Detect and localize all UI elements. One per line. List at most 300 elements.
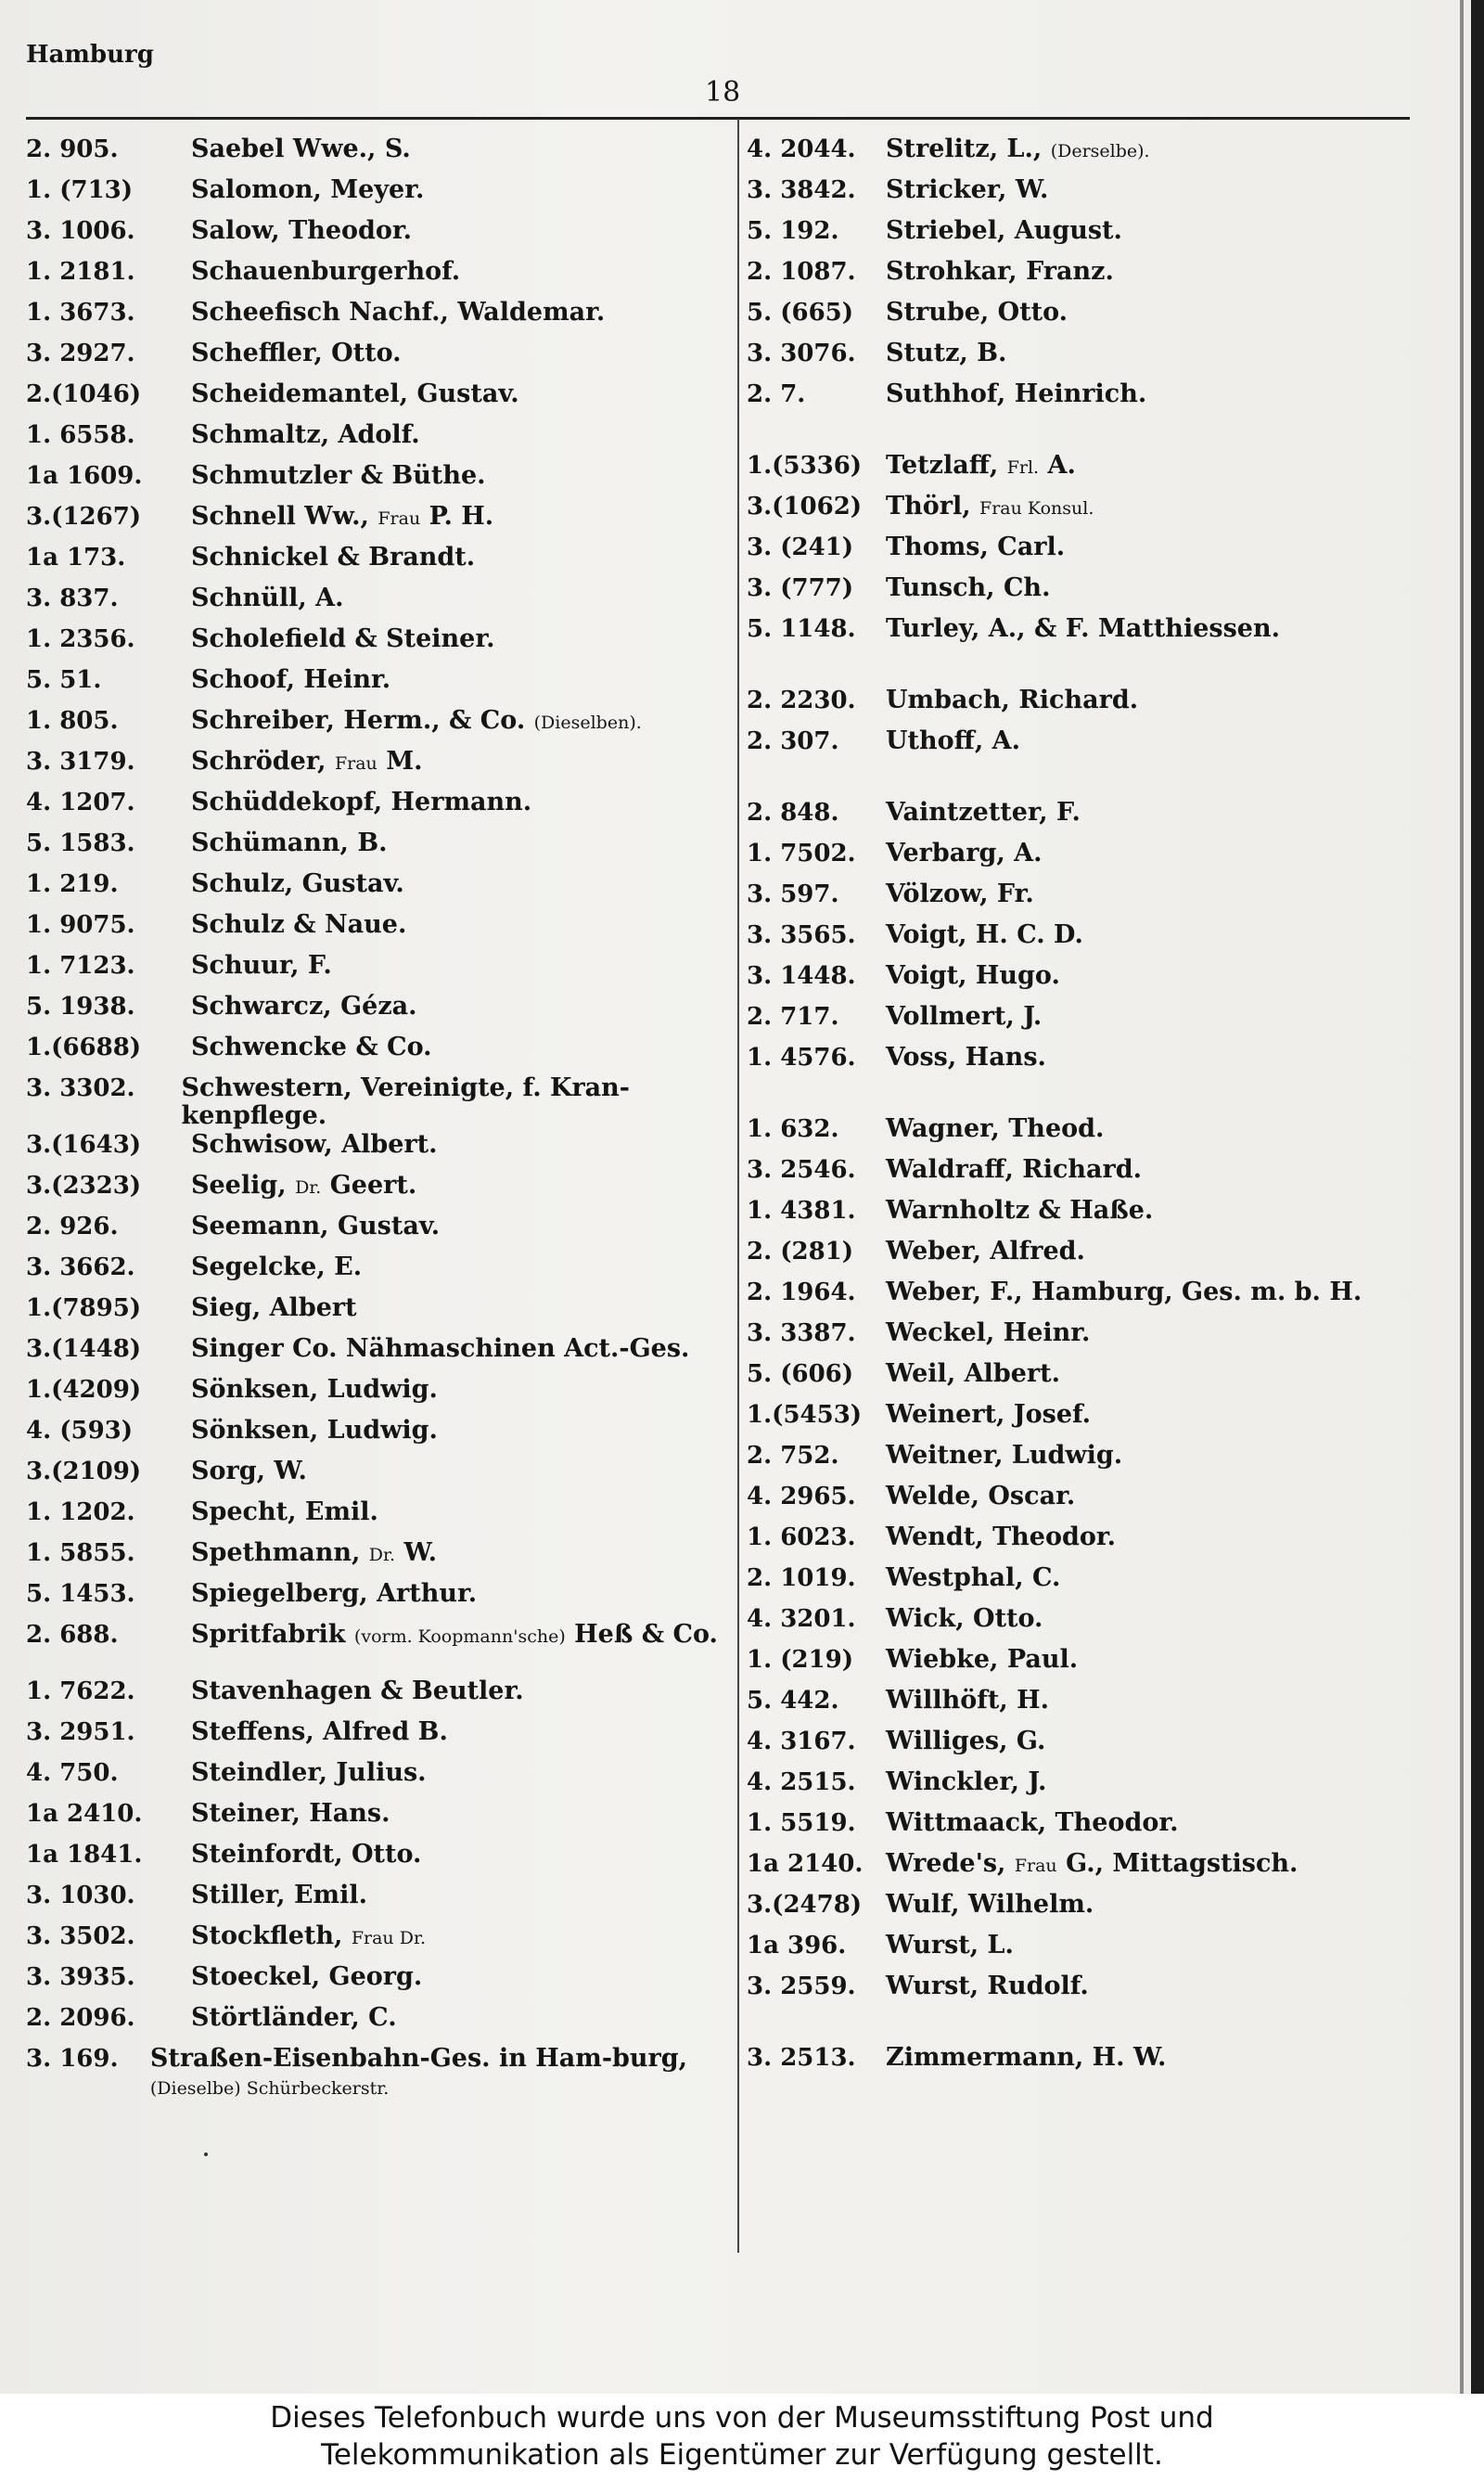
phone-number: 1a 2140.	[747, 1850, 864, 1878]
phone-number: 3. 3662.	[26, 1253, 135, 1281]
phone-number: 1a 1609.	[26, 462, 143, 490]
phone-number: 3.(1643)	[26, 1131, 142, 1159]
directory-entry	[26, 1621, 740, 1677]
phone-number: 4. 750.	[26, 1759, 119, 1787]
directory-entry	[747, 258, 1414, 299]
subscriber-text	[191, 707, 642, 737]
directory-entry	[26, 258, 740, 299]
subscriber-name: Schnüll, A.	[191, 584, 344, 612]
directory-entry	[747, 299, 1414, 340]
subscriber-text	[886, 533, 1065, 561]
subscriber-text	[191, 585, 344, 612]
phone-number: 2. 905.	[26, 135, 119, 163]
subscriber-name: Steinfordt, Otto.	[191, 1840, 422, 1869]
subscriber-text	[886, 1197, 1153, 1225]
subscriber-text	[886, 1523, 1116, 1551]
phone-number: 1. 219.	[26, 870, 119, 898]
phone-number: 4. 3201.	[747, 1605, 856, 1633]
directory-entry	[26, 993, 740, 1034]
subscriber-text	[191, 1759, 427, 1787]
directory-entry	[747, 840, 1414, 880]
subscriber-text	[886, 258, 1114, 286]
phone-number: 4. 2515.	[747, 1768, 856, 1796]
subscriber-name-suffix: G., Mittagstisch.	[1066, 1849, 1298, 1878]
subscriber-text	[886, 1605, 1043, 1633]
subscriber-text	[191, 1253, 362, 1281]
phone-number: 2. 926.	[26, 1213, 119, 1240]
subscriber-name-suffix: W.	[403, 1538, 438, 1567]
directory-entry	[26, 1335, 740, 1376]
directory-entry	[747, 962, 1414, 1003]
subscriber-name: Scheidemantel, Gustav.	[191, 379, 519, 408]
directory-entry	[747, 799, 1414, 840]
subscriber-name: Zimmermann, H. W.	[886, 2043, 1167, 2072]
phone-number: 5. 51.	[26, 666, 102, 694]
subscriber-text	[886, 1238, 1085, 1266]
subscriber-name: Schwarcz, Géza.	[191, 992, 417, 1021]
subscriber-name: Weber, F., Hamburg, Ges. m. b. H.	[886, 1278, 1362, 1306]
right-column	[747, 135, 1414, 2085]
subscriber-text	[886, 1891, 1094, 1919]
phone-number: 2. 752.	[747, 1442, 839, 1470]
subscriber-name: Williges, G.	[886, 1727, 1046, 1755]
subscriber-name: Schüddekopf, Hermann.	[191, 788, 532, 816]
subscriber-text	[191, 1172, 416, 1201]
phone-number: 3. 1006.	[26, 217, 135, 245]
directory-entry	[747, 1279, 1414, 1319]
subscriber-name: Stutz, B.	[886, 339, 1007, 367]
subscriber-text	[886, 380, 1146, 408]
phone-number: 1a 2410.	[26, 1800, 143, 1828]
directory-entry	[747, 1728, 1414, 1768]
phone-number: 1. 632.	[747, 1115, 839, 1143]
subscriber-text	[886, 1768, 1046, 1796]
header-rule	[26, 117, 1410, 120]
subscriber-name: Scheefisch Nachf., Waldemar.	[191, 298, 606, 327]
directory-entry	[26, 503, 740, 544]
directory-entry	[747, 1044, 1414, 1085]
phone-number: 3. (777)	[747, 574, 854, 602]
phone-number: 4. 1207.	[26, 789, 135, 816]
subscriber-text	[191, 1800, 390, 1828]
phone-number: 2. 2230.	[747, 687, 856, 714]
directory-entry	[747, 217, 1414, 258]
phone-number: 3. 2546.	[747, 1156, 856, 1184]
subscriber-name: Stricker, W.	[886, 175, 1049, 204]
phone-number: 3.(1448)	[26, 1335, 142, 1363]
phone-number: 2. 7.	[747, 380, 806, 408]
subscriber-name: Scheffler, Otto.	[191, 339, 402, 367]
phone-number: 2. 1019.	[747, 1564, 856, 1592]
subscriber-text	[191, 1213, 440, 1240]
phone-number: 3. 3387.	[747, 1319, 856, 1347]
subscriber-name: Wittmaack, Theodor.	[886, 1808, 1179, 1837]
subscriber-text	[191, 1417, 438, 1445]
directory-entry	[747, 687, 1414, 727]
subscriber-name: Strohkar, Franz.	[886, 257, 1114, 286]
subscriber-note: Frl.	[1006, 457, 1040, 478]
subscriber-text	[886, 1003, 1042, 1031]
subscriber-name: Specht, Emil.	[191, 1497, 378, 1526]
directory-entry	[747, 1972, 1414, 2013]
section-gap	[747, 421, 1414, 452]
phone-number: 2. 1087.	[747, 258, 856, 286]
phone-number: 1. (713)	[26, 176, 134, 204]
directory-entry	[26, 1074, 740, 1131]
phone-number: 3.(2323)	[26, 1172, 142, 1200]
subscriber-text	[191, 1677, 524, 1705]
directory-entry	[747, 1605, 1414, 1646]
phone-number: 3. 2513.	[747, 2044, 856, 2072]
subscriber-text	[191, 462, 486, 490]
subscriber-text	[886, 1809, 1179, 1837]
subscriber-text	[191, 135, 411, 163]
section-gap	[747, 1085, 1414, 1115]
subscriber-name-suffix: P. H.	[429, 502, 494, 531]
subscriber-text	[886, 1442, 1122, 1470]
phone-number: 3. 3076.	[747, 340, 856, 367]
subscriber-text	[886, 2044, 1166, 2072]
subscriber-name: Schuur, F.	[191, 951, 332, 980]
subscriber-name: Stoeckel, Georg.	[191, 1962, 423, 1991]
subscriber-name: Stiller, Emil.	[191, 1881, 368, 1909]
directory-entry	[26, 1253, 740, 1294]
stray-mark	[204, 2152, 208, 2156]
subscriber-name: Wiebke, Paul.	[886, 1645, 1079, 1674]
phone-number: 1. 5519.	[747, 1809, 856, 1837]
directory-entry	[747, 1891, 1414, 1932]
subscriber-text	[886, 217, 1122, 245]
directory-entry	[26, 1539, 740, 1580]
phone-number: 3. 169.	[26, 2045, 119, 2073]
subscriber-name: Schoof, Heinr.	[191, 665, 391, 694]
subscriber-text	[886, 452, 1076, 482]
phone-number: 3. 2927.	[26, 340, 135, 367]
directory-entry	[747, 921, 1414, 962]
subscriber-text	[191, 1963, 422, 1991]
subscriber-name: Weckel, Heinr.	[886, 1318, 1091, 1347]
directory-entry	[747, 727, 1414, 768]
subscriber-name: Weber, Alfred.	[886, 1237, 1085, 1266]
subscriber-name: Sönksen, Ludwig.	[191, 1416, 438, 1445]
directory-entry	[747, 1483, 1414, 1523]
phone-number: 3. 3502.	[26, 1922, 135, 1950]
directory-entry	[26, 1172, 740, 1213]
directory-entry	[747, 2044, 1414, 2085]
subscriber-name: Spiegelberg, Arthur.	[191, 1579, 478, 1608]
phone-number: 2. 1964.	[747, 1279, 856, 1306]
subscriber-name: Salow, Theodor.	[191, 216, 413, 245]
subscriber-name: Weinert, Josef.	[886, 1400, 1092, 1429]
subscriber-text	[886, 687, 1138, 714]
directory-entry	[26, 1376, 740, 1417]
subscriber-name: Salomon, Meyer.	[191, 175, 425, 204]
subscriber-text	[191, 1335, 689, 1363]
directory-entry	[747, 340, 1414, 380]
phone-number: 5. (606)	[747, 1360, 854, 1388]
phone-number: 1. (219)	[747, 1646, 854, 1674]
directory-entry	[747, 493, 1414, 533]
subscriber-name-suffix: Heß & Co.	[574, 1620, 718, 1649]
subscriber-text	[191, 544, 475, 572]
phone-number: 1a 396.	[747, 1932, 847, 1960]
directory-entry	[747, 1401, 1414, 1442]
directory-entry	[26, 1458, 740, 1498]
subscriber-note: (Dieselben).	[533, 713, 642, 733]
phone-number: 1.(6688)	[26, 1034, 142, 1061]
subscriber-name: Schmaltz, Adolf.	[191, 420, 420, 449]
subscriber-name: Suthhof, Heinrich.	[886, 379, 1147, 408]
directory-entry	[747, 574, 1414, 615]
directory-entry	[26, 1034, 740, 1074]
subscriber-text	[191, 421, 420, 449]
directory-entry	[26, 2045, 740, 2101]
subscriber-name: Weil, Albert.	[886, 1359, 1060, 1388]
subscriber-text	[191, 1376, 438, 1404]
subscriber-text	[886, 299, 1068, 327]
directory-entry	[747, 1197, 1414, 1238]
phone-number: 4. 3167.	[747, 1728, 856, 1755]
subscriber-text	[191, 340, 402, 367]
phone-number: 2. 717.	[747, 1003, 839, 1031]
directory-entry	[747, 1319, 1414, 1360]
subscriber-name: Vollmert, J.	[886, 1002, 1043, 1031]
subscriber-name: Sieg, Albert	[191, 1293, 357, 1322]
subscriber-name: Stockfleth,	[191, 1921, 343, 1950]
subscriber-name: Spritfabrik	[191, 1620, 346, 1649]
section-gap	[747, 656, 1414, 687]
subscriber-text	[191, 1882, 367, 1909]
subscriber-text	[191, 1034, 432, 1061]
phone-number: 1. 2181.	[26, 258, 135, 286]
directory-entry	[26, 952, 740, 993]
subscriber-name: Seelig,	[191, 1171, 287, 1200]
subscriber-name: Stavenhagen & Beutler.	[191, 1677, 524, 1705]
phone-number: 1.(4209)	[26, 1376, 142, 1404]
subscriber-name: Umbach, Richard.	[886, 686, 1139, 714]
subscriber-name: Wick, Otto.	[886, 1604, 1043, 1633]
subscriber-text	[886, 1972, 1089, 2000]
phone-number: 3. 3179.	[26, 748, 135, 776]
subscriber-name: Schnickel & Brandt.	[191, 543, 476, 572]
phone-number: 1. 2356.	[26, 625, 135, 653]
phone-number: 2. 688.	[26, 1621, 119, 1649]
subscriber-name: Wulf, Wilhelm.	[886, 1890, 1094, 1919]
directory-entry	[26, 1759, 740, 1800]
subscriber-text	[886, 1279, 1362, 1306]
subscriber-name: Schwisow, Albert.	[191, 1130, 438, 1159]
phone-number: 3. 2951.	[26, 1718, 135, 1746]
subscriber-name: Straßen-Eisenbahn-Ges. in Ham-burg,	[149, 2044, 688, 2073]
subscriber-name: Uthoff, A.	[886, 726, 1020, 755]
subscriber-name: Sönksen, Ludwig.	[191, 1375, 438, 1404]
phone-number: 1a 1841.	[26, 1841, 143, 1869]
section-gap	[747, 2013, 1414, 2044]
directory-entry	[26, 2004, 740, 2045]
directory-entry	[747, 1442, 1414, 1483]
phone-number: 3. 3842.	[747, 176, 856, 204]
subscriber-text	[191, 1841, 421, 1869]
phone-number: 1. 5855.	[26, 1539, 135, 1567]
subscriber-text	[886, 1360, 1060, 1388]
phone-number: 3. (241)	[747, 533, 854, 561]
directory-entry	[26, 1498, 740, 1539]
subscriber-name: Schnell Ww.,	[191, 502, 369, 531]
directory-entry	[26, 1294, 740, 1335]
directory-entry	[26, 707, 740, 748]
subscriber-name: Wagner, Theod.	[886, 1114, 1105, 1143]
subscriber-name: Sorg, W.	[191, 1457, 307, 1485]
directory-entry	[747, 1809, 1414, 1850]
footer-notice	[0, 2394, 1484, 2480]
subscriber-name: Thörl,	[886, 492, 971, 520]
subscriber-note: Frau	[334, 753, 377, 774]
subscriber-name: Seemann, Gustav.	[191, 1212, 441, 1240]
subscriber-name: Störtländer, C.	[191, 2003, 397, 2032]
subscriber-text	[191, 625, 495, 653]
phone-number: 1. 6023.	[747, 1523, 856, 1551]
phone-number: 2. 848.	[747, 799, 839, 827]
subscriber-text	[886, 1687, 1049, 1715]
directory-entry	[747, 1360, 1414, 1401]
directory-entry	[747, 880, 1414, 921]
subscriber-text	[886, 1044, 1046, 1072]
subscriber-name: Winckler, J.	[886, 1767, 1047, 1796]
subscriber-name: Weitner, Ludwig.	[886, 1441, 1123, 1470]
left-column	[26, 135, 740, 2101]
subscriber-name: Saebel Wwe., S.	[191, 135, 411, 163]
directory-entry	[26, 217, 740, 258]
directory-entry	[747, 135, 1414, 176]
subscriber-text	[886, 1932, 1014, 1960]
phone-number: 1. 3673.	[26, 299, 135, 327]
directory-entry	[26, 789, 740, 829]
subscriber-name: Schulz & Naue.	[191, 910, 407, 939]
subscriber-name: Voss, Hans.	[886, 1043, 1046, 1072]
directory-entry	[26, 585, 740, 625]
directory-entry	[747, 1768, 1414, 1809]
subscriber-text	[886, 840, 1043, 867]
directory-entry	[26, 135, 740, 176]
subscriber-name: Waldraff, Richard.	[886, 1155, 1143, 1184]
subscriber-name: Wrede's,	[886, 1849, 1006, 1878]
directory-entry	[747, 452, 1414, 493]
directory-entry	[747, 1003, 1414, 1044]
phone-number: 3. 3935.	[26, 1963, 135, 1991]
phone-number: 1. 7622.	[26, 1677, 135, 1705]
phone-number: 3. 2559.	[747, 1972, 856, 2000]
phone-number: 5. (665)	[747, 299, 854, 327]
directory-entry	[747, 176, 1414, 217]
subscriber-text	[191, 1498, 378, 1526]
subscriber-name: Segelcke, E.	[191, 1253, 363, 1281]
directory-entry	[747, 533, 1414, 574]
directory-entry	[26, 462, 740, 503]
subscriber-name: Schmutzler & Büthe.	[191, 461, 486, 490]
directory-entry	[26, 544, 740, 585]
subscriber-text	[191, 1131, 437, 1159]
phone-number: 3. 837.	[26, 585, 119, 612]
subscriber-name: Schröder,	[191, 747, 326, 776]
page-edge-shadow	[1471, 0, 1484, 2394]
subscriber-text	[191, 1621, 718, 1651]
subscriber-name: Schauenburgerhof.	[191, 257, 461, 286]
directory-entry	[26, 1922, 740, 1963]
phone-number: 4. 2044.	[747, 135, 856, 163]
phone-number: 3. 1030.	[26, 1882, 135, 1909]
subscriber-name: Welde, Oscar.	[886, 1482, 1076, 1510]
subscriber-text	[886, 1319, 1090, 1347]
subscriber-name: Spethmann,	[191, 1538, 361, 1567]
subscriber-text	[886, 1115, 1104, 1143]
subscriber-name: Steffens, Alfred B.	[191, 1717, 448, 1746]
subscriber-note: (vorm. Koopmann'sche)	[353, 1626, 566, 1647]
phone-number: 3. 597.	[747, 880, 839, 908]
subscriber-text	[886, 1401, 1091, 1429]
subscriber-name: Schwestern, Vereinigte, f. Kran-kenpflege.	[181, 1073, 631, 1130]
subscriber-name: Thoms, Carl.	[886, 533, 1066, 561]
phone-number: 3.(2109)	[26, 1458, 142, 1485]
phone-number: 1. 9075.	[26, 911, 135, 939]
footer-line-2: Telekommunikation als Eigentümer zur Verfügung gestellt.	[321, 2438, 1163, 2472]
subscriber-note: Dr.	[368, 1545, 396, 1565]
subscriber-text	[886, 1850, 1298, 1880]
directory-entry	[747, 1564, 1414, 1605]
directory-entry	[747, 1238, 1414, 1279]
subscriber-text	[886, 799, 1081, 827]
subscriber-name: Tetzlaff,	[886, 451, 999, 480]
directory-entry	[26, 1800, 740, 1841]
phone-number: 1. 4381.	[747, 1197, 856, 1225]
subscriber-name: Singer Co. Nähmaschinen Act.-Ges.	[191, 1334, 690, 1363]
directory-entry	[747, 1932, 1414, 1972]
subscriber-text	[886, 1728, 1045, 1755]
directory-entry	[26, 829, 740, 870]
phone-number: 5. 1453.	[26, 1580, 135, 1608]
subscriber-text	[191, 176, 424, 204]
directory-entry	[26, 1841, 740, 1882]
subscriber-name: Strube, Otto.	[886, 298, 1068, 327]
directory-entry	[26, 299, 740, 340]
subscriber-name: Scholefield & Steiner.	[191, 624, 495, 653]
subscriber-name: Wurst, L.	[886, 1931, 1014, 1960]
subscriber-text	[191, 789, 531, 816]
phone-number: 2. 2096.	[26, 2004, 135, 2032]
phone-number: 3.(1267)	[26, 503, 142, 531]
subscriber-note: Frau Dr.	[351, 1928, 426, 1948]
subscriber-name: Wendt, Theodor.	[886, 1523, 1117, 1551]
phone-number: 2. (281)	[747, 1238, 854, 1266]
directory-entry	[26, 1882, 740, 1922]
phone-number: 1.(5336)	[747, 452, 863, 480]
phone-number: 5. 1148.	[747, 615, 856, 643]
directory-entry	[26, 421, 740, 462]
footer-line-1: Dieses Telefonbuch wurde uns von der Museumsstiftung Post und	[270, 2401, 1214, 2435]
directory-entry	[26, 1213, 740, 1253]
directory-entry	[26, 176, 740, 217]
subscriber-name: Strelitz, L.,	[886, 135, 1043, 163]
subscriber-name: Turley, A., & F. Matthiessen.	[886, 614, 1280, 643]
directory-entry	[747, 1523, 1414, 1564]
subscriber-name: Willhöft, H.	[886, 1686, 1050, 1715]
subscriber-text	[886, 1646, 1078, 1674]
subscriber-text	[191, 748, 422, 777]
directory-entry	[26, 748, 740, 789]
directory-entry	[747, 1115, 1414, 1156]
subscriber-text	[191, 1294, 357, 1322]
phone-number: 1. 7123.	[26, 952, 135, 980]
city-header: Hamburg	[26, 41, 154, 69]
